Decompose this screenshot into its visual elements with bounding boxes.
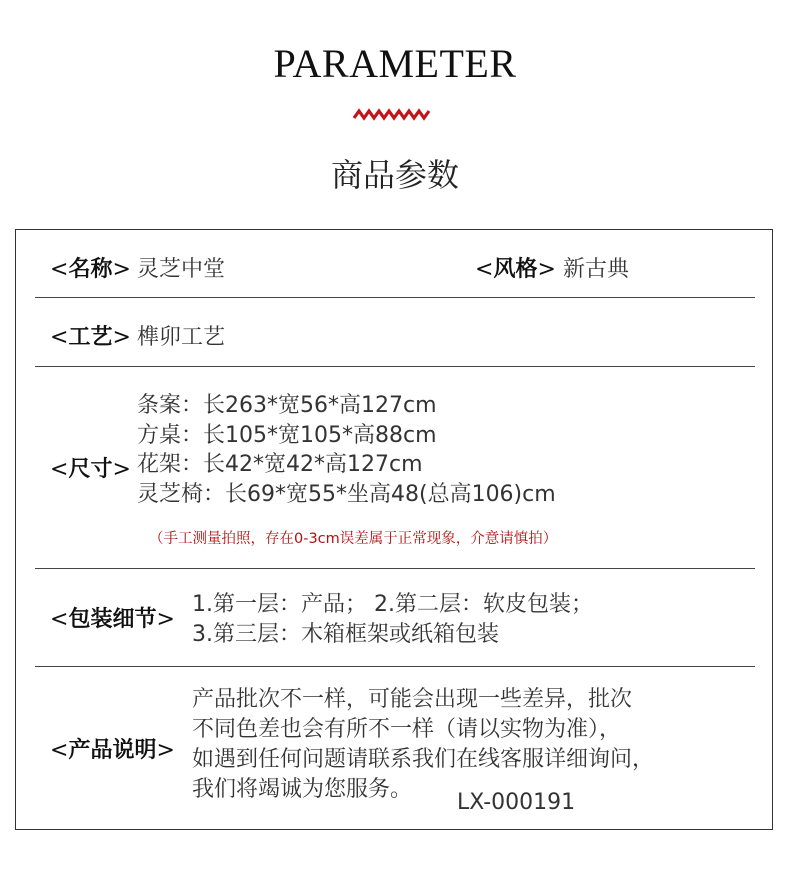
description-line: 我们将竭诚为您服务。 (192, 777, 413, 802)
description-values (192, 685, 654, 805)
description-line: 不同色差也会有所不一样（请以实物为准）， (192, 717, 622, 742)
description-line: 如遇到任何问题请联系我们在线客服详细询问， (192, 747, 655, 772)
description-line: 产品批次不一样，可能会出现一些差异，批次 (192, 687, 633, 712)
page-title: PARAMETER (273, 41, 517, 86)
row-divider (35, 366, 755, 367)
packaging-line: 3.第三层：木箱框架或纸箱包装 (192, 621, 499, 647)
measurement-note: （手工测量拍照，存在0-3cm误差属于正常现象，介意请慎拍） (149, 531, 558, 547)
craft-value: 榫卯工艺 (137, 325, 226, 350)
packaging-line: 1.第一层：产品； 2.第二层：软皮包装； (192, 592, 593, 617)
style-value: 新古典 (563, 257, 630, 282)
description-label: <产品说明> (50, 737, 175, 763)
packaging-values (192, 590, 593, 649)
size-line: 方桌：长105*宽105*高88cm (137, 422, 437, 448)
row-divider (35, 568, 755, 569)
size-values (137, 391, 556, 509)
craft-label: <工艺> (50, 324, 131, 350)
name-label: <名称> (50, 256, 131, 282)
zigzag-divider-icon (352, 108, 432, 122)
parameter-table (15, 229, 773, 830)
size-label: <尺寸> (50, 456, 131, 482)
size-line: 灵芝椅：长69*宽55*坐高48(总高106)cm (137, 481, 556, 507)
row-divider (35, 297, 755, 298)
size-line: 花架：长42*宽42*高127cm (137, 452, 423, 477)
name-value: 灵芝中堂 (137, 257, 226, 282)
row-divider (35, 666, 755, 667)
product-code: LX-000191 (457, 790, 576, 815)
style-label: <风格> (475, 256, 556, 282)
size-line: 条案：长263*宽56*高127cm (137, 393, 437, 418)
packaging-label: <包装细节> (50, 606, 175, 632)
page-subtitle: 商品参数 (330, 156, 459, 194)
